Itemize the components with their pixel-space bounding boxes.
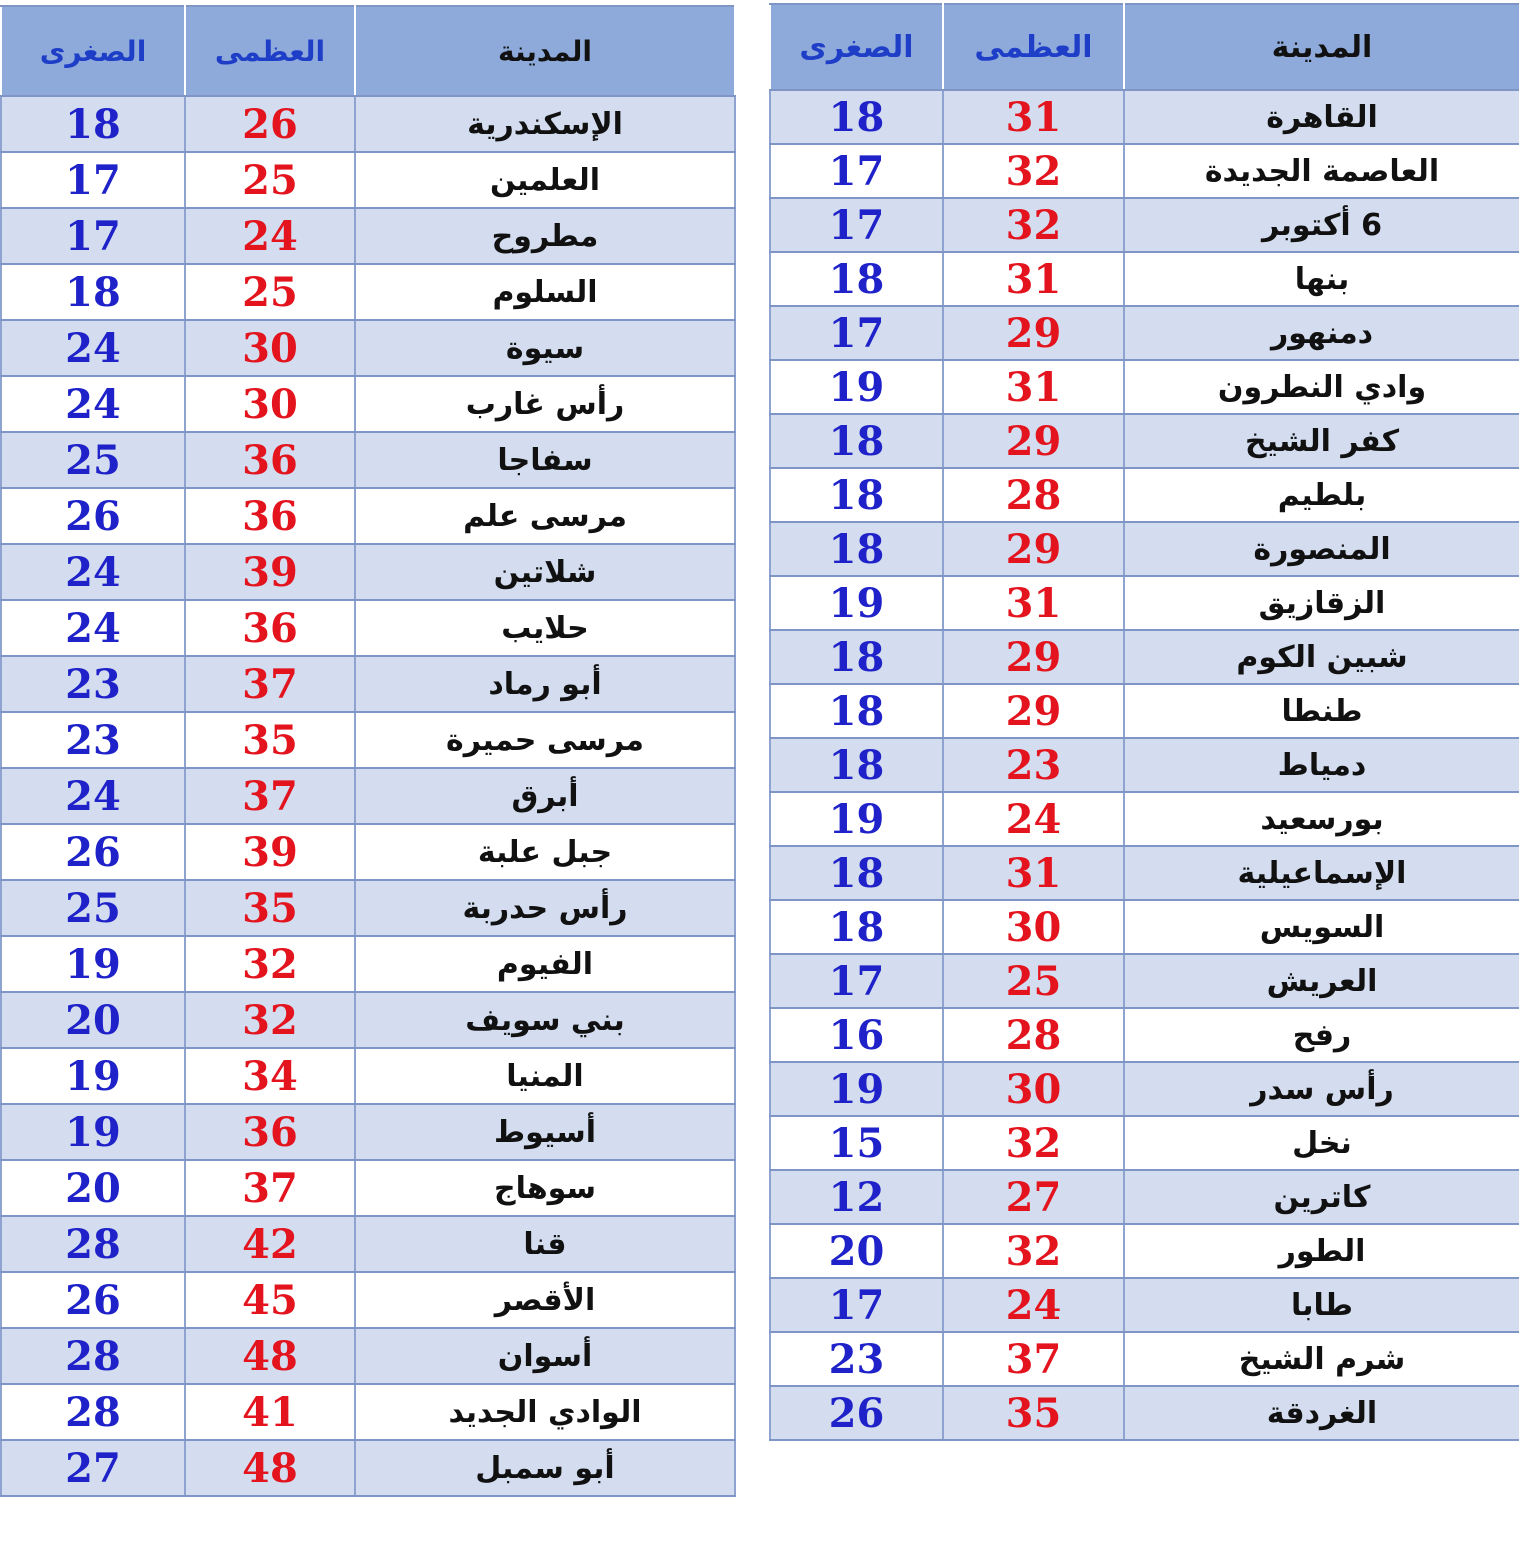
city-column-header: المدينة (1124, 4, 1519, 90)
min-temp-cell: 19 (1, 936, 185, 992)
max-temp-cell: 30 (943, 900, 1124, 954)
city-name-cell: الإسكندرية (355, 96, 735, 152)
max-temp-cell: 26 (185, 96, 355, 152)
max-temp-cell: 25 (185, 264, 355, 320)
min-temp-cell: 18 (770, 522, 943, 576)
city-name-cell: بني سويف (355, 992, 735, 1048)
max-temp-cell: 32 (943, 1116, 1124, 1170)
min-temp-cell: 23 (1, 712, 185, 768)
min-temp-cell: 18 (770, 738, 943, 792)
table-row (1, 544, 735, 600)
min-temp-cell: 18 (770, 684, 943, 738)
table-row (1, 432, 735, 488)
table-row (1, 600, 735, 656)
table-row (1, 1384, 735, 1440)
max-temp-cell: 24 (185, 208, 355, 264)
city-name-cell: شرم الشيخ (1124, 1332, 1519, 1386)
table-row (1, 1216, 735, 1272)
min-temp-cell: 27 (1, 1440, 185, 1496)
table-row (770, 738, 1519, 792)
max-temp-cell: 27 (943, 1170, 1124, 1224)
max-temp-cell: 32 (943, 198, 1124, 252)
max-temp-cell: 29 (943, 522, 1124, 576)
min-temp-cell: 18 (770, 846, 943, 900)
city-name-cell: سوهاج (355, 1160, 735, 1216)
city-name-cell: بورسعيد (1124, 792, 1519, 846)
city-name-cell: أبو رماد (355, 656, 735, 712)
min-temp-cell: 24 (1, 544, 185, 600)
city-name-cell: رأس سدر (1124, 1062, 1519, 1116)
min-temp-cell: 25 (1, 880, 185, 936)
min-temp-cell: 20 (770, 1224, 943, 1278)
min-temp-cell: 17 (1, 208, 185, 264)
min-temp-cell: 26 (1, 824, 185, 880)
min-temp-cell: 17 (770, 144, 943, 198)
max-temp-cell: 37 (185, 768, 355, 824)
table-row (770, 1170, 1519, 1224)
min-temp-cell: 17 (770, 1278, 943, 1332)
city-name-cell: طابا (1124, 1278, 1519, 1332)
table-row (770, 360, 1519, 414)
table-row (770, 1332, 1519, 1386)
max-temp-cell: 32 (185, 936, 355, 992)
min-temp-cell: 19 (1, 1048, 185, 1104)
city-name-cell: الإسماعيلية (1124, 846, 1519, 900)
city-name-cell: جبل علبة (355, 824, 735, 880)
city-name-cell: مطروح (355, 208, 735, 264)
min-temp-cell: 18 (770, 630, 943, 684)
max-temp-cell: 37 (943, 1332, 1124, 1386)
table-row (1, 152, 735, 208)
city-name-cell: مرسى علم (355, 488, 735, 544)
min-temp-cell: 24 (1, 768, 185, 824)
city-name-cell: السويس (1124, 900, 1519, 954)
max-temp-cell: 25 (185, 152, 355, 208)
table-row (770, 252, 1519, 306)
min-temp-cell: 26 (1, 1272, 185, 1328)
max-temp-cell: 24 (943, 1278, 1124, 1332)
city-name-cell: نخل (1124, 1116, 1519, 1170)
max-temp-cell: 29 (943, 630, 1124, 684)
table-row (770, 144, 1519, 198)
min-temp-cell: 18 (770, 900, 943, 954)
table-row (1, 264, 735, 320)
max-temp-cell: 35 (185, 880, 355, 936)
table-row (1, 936, 735, 992)
min-temp-cell: 20 (1, 1160, 185, 1216)
max-temp-cell: 31 (943, 846, 1124, 900)
min-temp-cell: 28 (1, 1328, 185, 1384)
max-temp-cell: 23 (943, 738, 1124, 792)
city-name-cell: حلايب (355, 600, 735, 656)
max-temp-cell: 28 (943, 468, 1124, 522)
city-name-cell: سيوة (355, 320, 735, 376)
max-temp-cell: 39 (185, 544, 355, 600)
header-row (770, 4, 1519, 90)
city-name-cell: 6 أكتوبر (1124, 198, 1519, 252)
min-temp-cell: 19 (1, 1104, 185, 1160)
city-name-cell: وادي النطرون (1124, 360, 1519, 414)
table-row (1, 1104, 735, 1160)
table-row (770, 306, 1519, 360)
city-name-cell: الغردقة (1124, 1386, 1519, 1440)
city-name-cell: أسيوط (355, 1104, 735, 1160)
max-temp-cell: 48 (185, 1328, 355, 1384)
min-temp-cell: 17 (770, 198, 943, 252)
table-row (770, 1386, 1519, 1440)
table-row (770, 954, 1519, 1008)
city-name-cell: السلوم (355, 264, 735, 320)
left-temperature-table (0, 5, 736, 1497)
min-temp-cell: 17 (1, 152, 185, 208)
city-name-cell: أبرق (355, 768, 735, 824)
city-name-cell: الفيوم (355, 936, 735, 992)
max-temp-cell: 31 (943, 360, 1124, 414)
min-temp-cell: 17 (770, 954, 943, 1008)
table-row (770, 1062, 1519, 1116)
city-name-cell: قنا (355, 1216, 735, 1272)
min-temp-cell: 24 (1, 600, 185, 656)
max-temp-cell: 36 (185, 600, 355, 656)
table-row (1, 488, 735, 544)
max-temp-cell: 31 (943, 90, 1124, 144)
min-temp-cell: 19 (770, 360, 943, 414)
max-temp-cell: 29 (943, 414, 1124, 468)
city-column-header: المدينة (355, 6, 735, 96)
min-temp-cell: 18 (1, 96, 185, 152)
min-temp-cell: 18 (770, 414, 943, 468)
max-temp-cell: 32 (185, 992, 355, 1048)
table-row (770, 846, 1519, 900)
city-name-cell: القاهرة (1124, 90, 1519, 144)
city-name-cell: أسوان (355, 1328, 735, 1384)
city-name-cell: رأس حدربة (355, 880, 735, 936)
city-name-cell: شلاتين (355, 544, 735, 600)
min-temp-cell: 24 (1, 320, 185, 376)
city-name-cell: رأس غارب (355, 376, 735, 432)
min-column-header: الصغرى (1, 6, 185, 96)
table-row (1, 656, 735, 712)
max-temp-cell: 30 (185, 376, 355, 432)
city-name-cell: رفح (1124, 1008, 1519, 1062)
table-row (1, 880, 735, 936)
city-name-cell: أبو سمبل (355, 1440, 735, 1496)
table-row (770, 900, 1519, 954)
table-row (1, 768, 735, 824)
table-row (1, 712, 735, 768)
table-row (1, 96, 735, 152)
min-column-header: الصغرى (770, 4, 943, 90)
max-column-header: العظمى (943, 4, 1124, 90)
min-temp-cell: 25 (1, 432, 185, 488)
table-row (770, 1278, 1519, 1332)
city-name-cell: كاترين (1124, 1170, 1519, 1224)
max-temp-cell: 35 (943, 1386, 1124, 1440)
left-table-body (1, 96, 735, 1496)
max-temp-cell: 29 (943, 684, 1124, 738)
min-temp-cell: 26 (1, 488, 185, 544)
max-temp-cell: 30 (943, 1062, 1124, 1116)
city-name-cell: بنها (1124, 252, 1519, 306)
min-temp-cell: 18 (770, 468, 943, 522)
max-temp-cell: 45 (185, 1272, 355, 1328)
table-row (770, 1116, 1519, 1170)
table-row (770, 684, 1519, 738)
table-row (1, 320, 735, 376)
min-temp-cell: 12 (770, 1170, 943, 1224)
table-row (1, 1160, 735, 1216)
max-temp-cell: 32 (943, 144, 1124, 198)
min-temp-cell: 24 (1, 376, 185, 432)
right-table-body (770, 90, 1519, 1440)
min-temp-cell: 17 (770, 306, 943, 360)
min-temp-cell: 26 (770, 1386, 943, 1440)
min-temp-cell: 18 (770, 90, 943, 144)
table-row (1, 1440, 735, 1496)
max-temp-cell: 42 (185, 1216, 355, 1272)
table-row (1, 376, 735, 432)
max-temp-cell: 25 (943, 954, 1124, 1008)
max-temp-cell: 41 (185, 1384, 355, 1440)
city-name-cell: المنيا (355, 1048, 735, 1104)
max-temp-cell: 37 (185, 656, 355, 712)
table-row (770, 1008, 1519, 1062)
city-name-cell: شبين الكوم (1124, 630, 1519, 684)
min-temp-cell: 19 (770, 1062, 943, 1116)
max-temp-cell: 24 (943, 792, 1124, 846)
city-name-cell: سفاجا (355, 432, 735, 488)
table-row (1, 1328, 735, 1384)
city-name-cell: طنطا (1124, 684, 1519, 738)
right-temperature-table (769, 3, 1519, 1441)
max-temp-cell: 36 (185, 488, 355, 544)
min-temp-cell: 19 (770, 576, 943, 630)
city-name-cell: المنصورة (1124, 522, 1519, 576)
city-name-cell: العريش (1124, 954, 1519, 1008)
table-row (770, 198, 1519, 252)
table-row (1, 992, 735, 1048)
min-temp-cell: 28 (1, 1216, 185, 1272)
max-column-header: العظمى (185, 6, 355, 96)
table-row (1, 1048, 735, 1104)
city-name-cell: مرسى حميرة (355, 712, 735, 768)
city-name-cell: بلطيم (1124, 468, 1519, 522)
max-temp-cell: 39 (185, 824, 355, 880)
max-temp-cell: 30 (185, 320, 355, 376)
table-row (770, 576, 1519, 630)
header-row (1, 6, 735, 96)
table-row (1, 824, 735, 880)
max-temp-cell: 48 (185, 1440, 355, 1496)
city-name-cell: العاصمة الجديدة (1124, 144, 1519, 198)
max-temp-cell: 34 (185, 1048, 355, 1104)
city-name-cell: دمياط (1124, 738, 1519, 792)
table-row (770, 468, 1519, 522)
max-temp-cell: 31 (943, 252, 1124, 306)
max-temp-cell: 29 (943, 306, 1124, 360)
table-row (770, 90, 1519, 144)
city-name-cell: الوادي الجديد (355, 1384, 735, 1440)
city-name-cell: كفر الشيخ (1124, 414, 1519, 468)
max-temp-cell: 31 (943, 576, 1124, 630)
city-name-cell: الطور (1124, 1224, 1519, 1278)
min-temp-cell: 19 (770, 792, 943, 846)
min-temp-cell: 18 (770, 252, 943, 306)
table-row (770, 1224, 1519, 1278)
table-row (770, 522, 1519, 576)
min-temp-cell: 18 (1, 264, 185, 320)
min-temp-cell: 23 (1, 656, 185, 712)
table-row (770, 630, 1519, 684)
max-temp-cell: 35 (185, 712, 355, 768)
city-name-cell: العلمين (355, 152, 735, 208)
table-row (1, 1272, 735, 1328)
min-temp-cell: 28 (1, 1384, 185, 1440)
city-name-cell: دمنهور (1124, 306, 1519, 360)
min-temp-cell: 15 (770, 1116, 943, 1170)
max-temp-cell: 36 (185, 1104, 355, 1160)
max-temp-cell: 36 (185, 432, 355, 488)
max-temp-cell: 28 (943, 1008, 1124, 1062)
max-temp-cell: 32 (943, 1224, 1124, 1278)
table-row (1, 208, 735, 264)
min-temp-cell: 16 (770, 1008, 943, 1062)
max-temp-cell: 37 (185, 1160, 355, 1216)
min-temp-cell: 20 (1, 992, 185, 1048)
city-name-cell: الزقازيق (1124, 576, 1519, 630)
table-row (770, 414, 1519, 468)
city-name-cell: الأقصر (355, 1272, 735, 1328)
table-row (770, 792, 1519, 846)
min-temp-cell: 23 (770, 1332, 943, 1386)
